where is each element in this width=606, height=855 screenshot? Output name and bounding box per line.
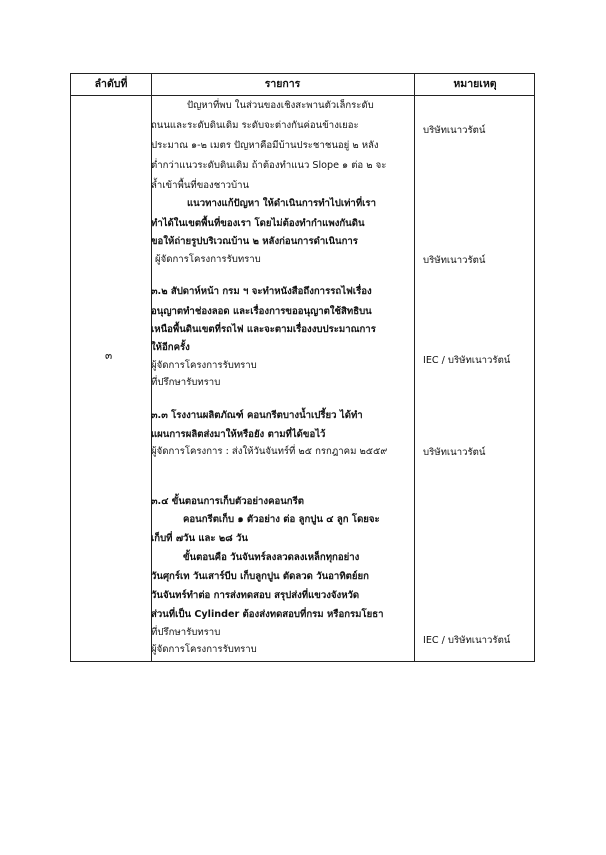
problem-line: ปัญหาที่พบ ในส่วนของเชิงสะพานตัวเล็กระดับ <box>187 100 374 111</box>
item-3-4-line: คอนกรีตเก็บ ๑ ตัวอย่าง ต่อ ลูกปูน ๔ ลูก โดยจะ <box>183 514 380 525</box>
ack-text: ผู้จัดการโครงการรับทราบ <box>151 644 257 655</box>
remark: บริษัทเนาวรัตน์ <box>423 255 486 266</box>
remark: IEC / บริษัทเนาวรัตน์ <box>423 635 511 646</box>
minutes-table <box>70 73 535 662</box>
item-3-3-line: ๓.๓ โรงงานผลิตภัณฑ์ คอนกรีตบางน้ำเปรี้ยว ได้ทำ <box>151 410 363 421</box>
row-index: ๓ <box>105 350 113 362</box>
problem-line: ถนนและระดับดินเดิม ระดับจะต่างกันค่อนข้างเยอะ <box>151 120 359 131</box>
problem-line: ล้ำเข้าพื้นที่ของชาวบ้าน <box>151 180 250 191</box>
column-divider <box>414 74 415 661</box>
ack-text: ที่ปรึกษารับทราบ <box>151 377 221 388</box>
remark: บริษัทเนาวรัตน์ <box>423 125 486 136</box>
ack-text: ผู้จัดการโครงการรับทราบ <box>151 360 257 371</box>
header-divider <box>71 95 534 96</box>
header-order: ลำดับที่ <box>94 78 128 90</box>
item-3-2-line: เหนือพื้นดินเขตที่รถไฟ และจะตามเรื่องงบประมาณการ <box>151 324 376 335</box>
item-3-4-line: ส่วนที่เป็น Cylinder ต้องส่งทดสอบที่กรม หรือกรมโยธา <box>151 609 384 620</box>
remark: บริษัทเนาวรัตน์ <box>423 447 486 458</box>
item-3-2-line: ให้อีกครั้ง <box>151 342 190 353</box>
item-3-4-title: ๓.๔ ขั้นตอนการเก็บตัวอย่างคอนกรีต <box>151 496 304 507</box>
item-3-4-line: เก็บที่ ๗วัน และ ๒๘ วัน <box>151 533 248 544</box>
ack-text: ผู้จัดการโครงการรับทราบ <box>155 254 261 265</box>
item-3-4-line: วันศุกร์เท วันเสาร์บีบ เก็บลูกปูน ตัดลวด วันอาทิตย์ยก <box>151 571 369 582</box>
item-3-3-note: ผู้จัดการโครงการ : ส่งให้วันจันทร์ที่ ๒๕ กรกฎาคม ๒๕๕๙ <box>151 446 388 457</box>
problem-line: ต่ำกว่าแนวระดับดินเดิม ถ้าต้องทำแนว Slope ๑ ต่อ ๒ จะ <box>151 160 387 171</box>
item-3-4-line: ขั้นตอนคือ วันจันทร์ลงลวดลงเหล็กทุกอย่าง <box>183 552 360 563</box>
solution-line: ทำได้ในเขตพื้นที่ของเรา โดยไม่ต้องทำกำแพงกันดิน <box>151 218 365 229</box>
item-3-3-line: แผนการผลิตส่งมาให้หรือยัง ตามที่ได้ขอไว้ <box>151 429 326 440</box>
item-3-2-line: ๓.๒ สัปดาห์หน้า กรม ฯ จะทำหนังสือถึงการรถไฟเรื่อง <box>151 286 372 297</box>
item-3-2-line: อนุญาตทำช่องลอด และเรื่องการขออนุญาตใช้สิทธิบน <box>151 306 372 317</box>
item-3-4-line: วันจันทร์ทำต่อ การส่งทดสอบ สรุปส่งที่แขวงจังหวัด <box>151 590 360 601</box>
remark: IEC / บริษัทเนาวรัตน์ <box>423 355 511 366</box>
header-remarks: หมายเหตุ <box>453 78 497 90</box>
solution-line: ขอให้ถ่ายรูปบริเวณบ้าน ๒ หลังก่อนการดำเนินการ <box>151 236 358 247</box>
problem-line: ประมาณ ๑-๒ เมตร ปัญหาคือมีบ้านประชาชนอยู่ ๒ หลัง <box>151 140 379 151</box>
ack-text: ที่ปรึกษารับทราบ <box>151 627 221 638</box>
header-items: รายการ <box>264 78 301 90</box>
solution-line: แนวทางแก้ปัญหา ให้ดำเนินการทำไปเท่าที่เรา <box>187 198 376 209</box>
